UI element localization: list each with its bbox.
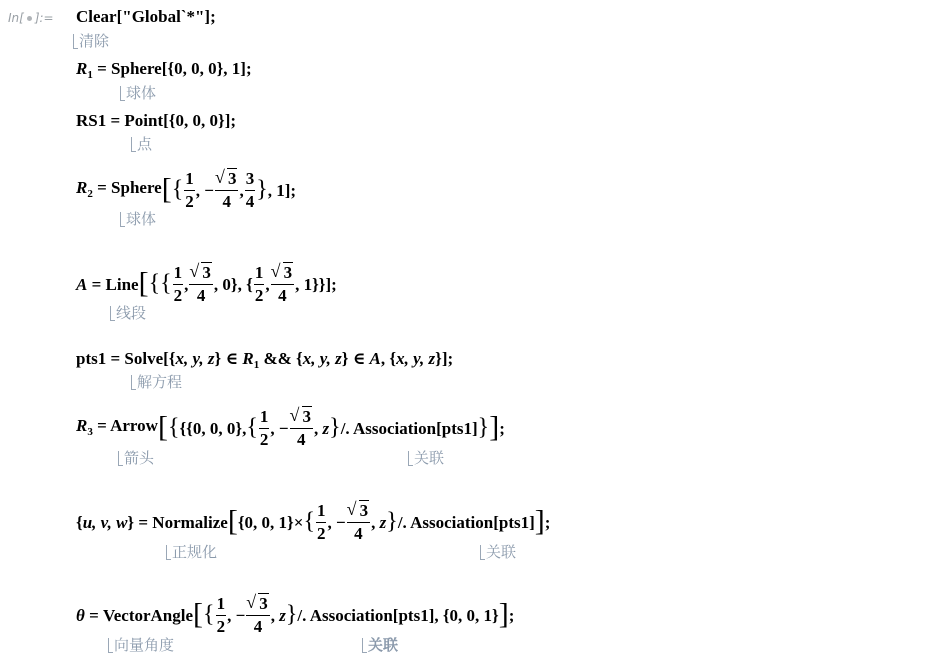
radicand: 3 <box>283 263 293 282</box>
radicand: 3 <box>359 501 369 520</box>
function-name: = Sphere <box>92 177 162 197</box>
annotation-text: 正规化 <box>172 543 218 561</box>
subscript: 2 <box>87 187 93 200</box>
region-symbol: R <box>76 177 88 197</box>
code-line-arrow[interactable]: $R_3$ = Arrow[{{{0, 0, 0},{ $\frac{1}{2}$ , − √ $\frac{3}{4}$ , z}/. Association[pts1]}]; <box>76 406 505 451</box>
annotation-normalize <box>166 541 217 562</box>
annotation-bracket-icon <box>120 212 125 227</box>
cell-label-prefix: In[ <box>8 11 24 25</box>
brace: } <box>256 176 268 203</box>
annotation-bracket-icon <box>108 638 113 653</box>
annotation-arrow <box>118 447 154 468</box>
variables: u, v, w <box>82 512 128 532</box>
separator: , − <box>270 418 289 438</box>
code-text: {0, 0, 1}× <box>237 512 304 532</box>
annotation-bracket-icon <box>362 638 367 653</box>
radicand: 3 <box>302 407 312 426</box>
function-name: = VectorAngle <box>84 605 194 625</box>
code-text: }]; <box>435 349 454 368</box>
annotation-sphere1 <box>120 82 156 103</box>
separator: , − <box>195 180 214 200</box>
code-text: ; <box>508 605 515 625</box>
annotation-vectorangle <box>108 634 174 655</box>
separator: , − <box>327 512 346 532</box>
denominator: 4 <box>347 522 371 545</box>
code-text: } ∈ <box>214 349 243 368</box>
bracket: [ <box>161 172 172 206</box>
code-text: ; <box>544 512 551 532</box>
function-name: = Line <box>87 274 139 294</box>
annotation-text: 关联 <box>414 449 445 467</box>
code-text: {{0, 0, 0}, <box>179 418 247 438</box>
code-line-vectorangle[interactable]: θ = VectorAngle[{ $\frac{1}{2}$ , − √ $\frac{3}{4}$ , z}/. Association[pts1], {0, 0, 1}]; <box>76 593 514 638</box>
radicand: 3 <box>202 263 211 282</box>
numerator: 1 <box>173 263 183 282</box>
variables: x, y, z <box>396 349 436 368</box>
annotation-text: 箭头 <box>124 449 155 467</box>
code-line-line[interactable]: A = Line[{{ $\frac{1}{2}$ , √ $\frac{3}{4}$ , 0}, { $\frac{1}{2}$ , √ $\frac{3}{4}$ , 1}}]; <box>76 262 337 307</box>
numerator: 3 <box>245 169 255 188</box>
fraction <box>245 168 256 213</box>
annotation-text: 向量角度 <box>114 636 175 654</box>
annotation-bracket-icon <box>131 375 136 390</box>
annotation-association-2 <box>480 541 516 562</box>
code-text: /. Association[pts1], {0, 0, 1} <box>297 605 499 625</box>
annotation-text: 球体 <box>126 84 157 102</box>
subscript: 1 <box>253 359 260 371</box>
denominator: 2 <box>254 286 264 305</box>
code-text: Clear["Global`*"]; <box>76 7 216 26</box>
fraction-sqrt <box>215 168 239 213</box>
annotation-bracket-icon <box>480 545 485 560</box>
code-text: /. Association[pts1] <box>340 418 478 438</box>
annotation-bracket-icon <box>120 86 125 101</box>
sqrt-icon <box>190 262 212 284</box>
denominator: 4 <box>189 284 213 307</box>
sqrt-icon <box>348 500 370 522</box>
variables: x, y, z <box>175 349 215 368</box>
variable: A <box>76 274 88 294</box>
numerator: 1 <box>254 263 264 282</box>
variable: θ <box>76 605 85 625</box>
denominator: 4 <box>215 190 239 213</box>
code-text: ; <box>499 418 505 438</box>
annotation-bracket-icon <box>73 34 78 49</box>
subscript: 3 <box>87 425 93 438</box>
function-name: = Arrow <box>92 415 158 435</box>
radicand: 3 <box>259 594 268 613</box>
code-text: , { <box>380 349 397 368</box>
denominator: 4 <box>290 428 314 451</box>
region-symbol: R <box>76 59 88 78</box>
annotation-text: 清除 <box>79 32 110 50</box>
annotation-text: 解方程 <box>137 373 183 391</box>
code-text: , 1}}]; <box>295 274 337 294</box>
sqrt-icon <box>247 593 269 615</box>
code-text: pts1 = Solve[{ <box>76 349 176 368</box>
denominator: 4 <box>246 615 270 638</box>
code-line-sphere1[interactable] <box>76 58 252 86</box>
denominator: 4 <box>245 192 255 211</box>
code-line-sphere2[interactable]: $R_2$ = Sphere[{ $\frac{1}{2}$ , − √ $\frac{3}{4}$ , $\frac{3}{4}$ }, 1]; <box>76 168 296 213</box>
annotation-association-3 <box>362 634 398 655</box>
variables: x, y, z <box>302 349 342 368</box>
annotation-text: 关联 <box>486 543 517 561</box>
fraction <box>184 168 195 213</box>
code-line-normalize[interactable]: {u, v, w} = Normalize[{0, 0, 1}×{ $\frac{1}{2}$ , − √ $\frac{3}{4}$ , z}/. Association[pts1]]; <box>76 500 550 545</box>
annotation-text: 点 <box>137 135 153 153</box>
code-text: = Sphere[{0, 0, 0}, 1]; <box>92 59 252 78</box>
annotation-bracket-icon <box>166 545 171 560</box>
code-line-point[interactable] <box>76 110 236 132</box>
separator: , − <box>227 605 246 625</box>
variable: z <box>279 605 286 625</box>
numerator: 1 <box>185 169 194 188</box>
code-line-clear[interactable] <box>76 6 216 28</box>
brace: { <box>171 176 184 203</box>
code-text: , 0}, { <box>213 274 253 294</box>
annotation-text: 线段 <box>116 304 147 322</box>
code-text: /. Association[pts1] <box>397 512 535 532</box>
annotation-point <box>131 133 152 154</box>
code-text: RS1 = Point[{0, 0, 0}]; <box>76 111 237 130</box>
variable: z <box>322 418 330 438</box>
annotation-text: 关联 <box>368 636 399 654</box>
code-text: } ∈ <box>341 349 370 368</box>
cell-status-dot-icon <box>27 16 32 21</box>
region-symbol: R <box>242 349 254 368</box>
numerator: 1 <box>216 594 226 613</box>
numerator: 1 <box>259 407 269 426</box>
annotation-text: 球体 <box>126 210 157 228</box>
sqrt-icon <box>272 262 294 284</box>
radicand: 3 <box>227 169 237 188</box>
denominator: 4 <box>271 284 295 307</box>
denominator: 2 <box>185 192 194 211</box>
denominator: 2 <box>316 524 326 543</box>
denominator: 2 <box>259 430 269 449</box>
denominator: 2 <box>216 617 226 636</box>
sqrt-icon <box>291 406 313 428</box>
annotation-bracket-icon <box>118 451 123 466</box>
annotation-sphere2 <box>120 208 156 229</box>
annotation-bracket-icon <box>131 137 136 152</box>
function-name: = Normalize <box>134 512 228 532</box>
cell-input-label <box>8 11 54 25</box>
annotation-line <box>110 302 146 323</box>
annotation-bracket-icon <box>110 306 115 321</box>
annotation-bracket-icon <box>408 451 413 466</box>
code-text: && { <box>259 349 303 368</box>
annotation-association-1 <box>408 447 444 468</box>
variable: A <box>369 349 381 368</box>
numerator: 1 <box>316 501 326 520</box>
annotation-clear <box>73 30 109 51</box>
code-text: , 1]; <box>267 180 297 200</box>
denominator: 2 <box>173 286 183 305</box>
region-symbol: R <box>76 415 88 435</box>
cell-label-suffix: ]:= <box>34 11 54 25</box>
subscript: 1 <box>87 69 93 81</box>
annotation-solve <box>131 371 182 392</box>
sqrt-icon <box>216 168 238 190</box>
variable: z <box>379 512 387 532</box>
